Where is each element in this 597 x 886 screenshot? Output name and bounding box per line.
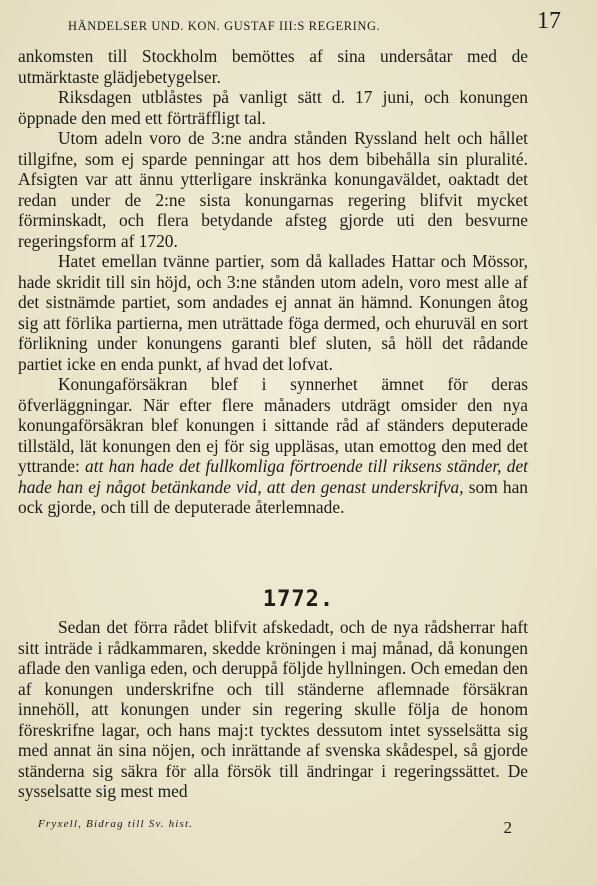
body-text-continued bbox=[18, 617, 528, 802]
paragraph-text: Konungaförsäkran blef i synnerhet ämnet för deras öfverläggningar. När efter flere månaders utdrägt omsider den nya konungaförsäkran blef konungen i sittande råd af ständers deputerade tillstäld, lät konungen den ej för sig uppläsas, utan emottog den med det yttrande: bbox=[18, 374, 528, 476]
paragraph bbox=[18, 617, 528, 802]
page-header bbox=[68, 8, 577, 38]
signature-mark: 2 bbox=[503, 818, 512, 837]
page-footer bbox=[38, 818, 518, 840]
paragraph-text: som han ock gjorde, och till de deputerade återlemnade. bbox=[18, 476, 529, 517]
printer-signature: Fryxell, Bidrag till Sv. hist. bbox=[38, 818, 194, 830]
paragraph-text: Hatet emellan tvänne partier, som då kallades Hattar och Mössor, hade skridit till sin höjd, och 3:ne stånden utom adeln, voro mest alle af det sistnämde partiet, som andades ej annat än hämnd. Konungen åtog sig att förlika partierna, men uträttade föga dermed, och ehuruväl en sort förlikning under konungens garanti blef sluten, så höll det rådande partiet icke en enda punkt, af hvad det lofvat. bbox=[18, 251, 528, 374]
paragraph bbox=[18, 374, 528, 518]
paragraph-text: Sedan det förra rådet blifvit afskedadt, och de nya rådsherrar haft sitt inträde i rådkammaren, skedde kröningen i maj månad, då konungen aflade den vanliga eden, och deruppå följde hyllningen. Och emedan den af konungen underskrifne och till ständerne aflemnade försäkran innehöll, att konungen under sin regering skulle följa de honom föreskrifne lagar, och hans maj:t tycktes dessutom intet sysselsätta sig med annat än sina nöjen, och inrättande af svenska skådespel, så gjorde ständerna sig säkra för alla försök till ändringar i regeringssättet. De sysselsatte sig mest med bbox=[18, 617, 528, 801]
year-heading: 1772. bbox=[262, 587, 335, 612]
body-text bbox=[18, 46, 528, 518]
paragraph bbox=[18, 46, 528, 87]
paragraph bbox=[18, 87, 528, 128]
running-head: HÄNDELSER UND. KON. GUSTAF III:S REGERING. bbox=[68, 19, 381, 33]
paragraph bbox=[18, 128, 528, 251]
paragraph-text: ankomsten till Stockholm bemöttes af sina undersåtar med de utmärktaste glädjebetygelser. bbox=[18, 46, 528, 87]
paragraph-text: Riksdagen utblåstes på vanligt sätt d. 17 juni, och konungen öppnade den med ett förträffligt tal. bbox=[18, 87, 528, 128]
paragraph bbox=[18, 251, 528, 374]
page-number: 17 bbox=[537, 8, 561, 34]
italic-quote: att han hade det fullkomliga förtroende till riksens ständer, det hade han ej något betänkande vid, att den genast underskrifva, bbox=[18, 456, 528, 497]
paragraph-text: Utom adeln voro de 3:ne andra stånden Ryssland helt och hållet tillgifne, som ej sparde penningar att hos dem bibehålla sin pluralité. Afsigten var att ännu ytterligare inskränka konungaväldet, oaktadt det redan under de 2:ne sista konungarnas regering blifvit mycket förminskadt, och flera betydande afsteg gjorde uti den besvurne regeringsform af 1720. bbox=[18, 128, 528, 251]
